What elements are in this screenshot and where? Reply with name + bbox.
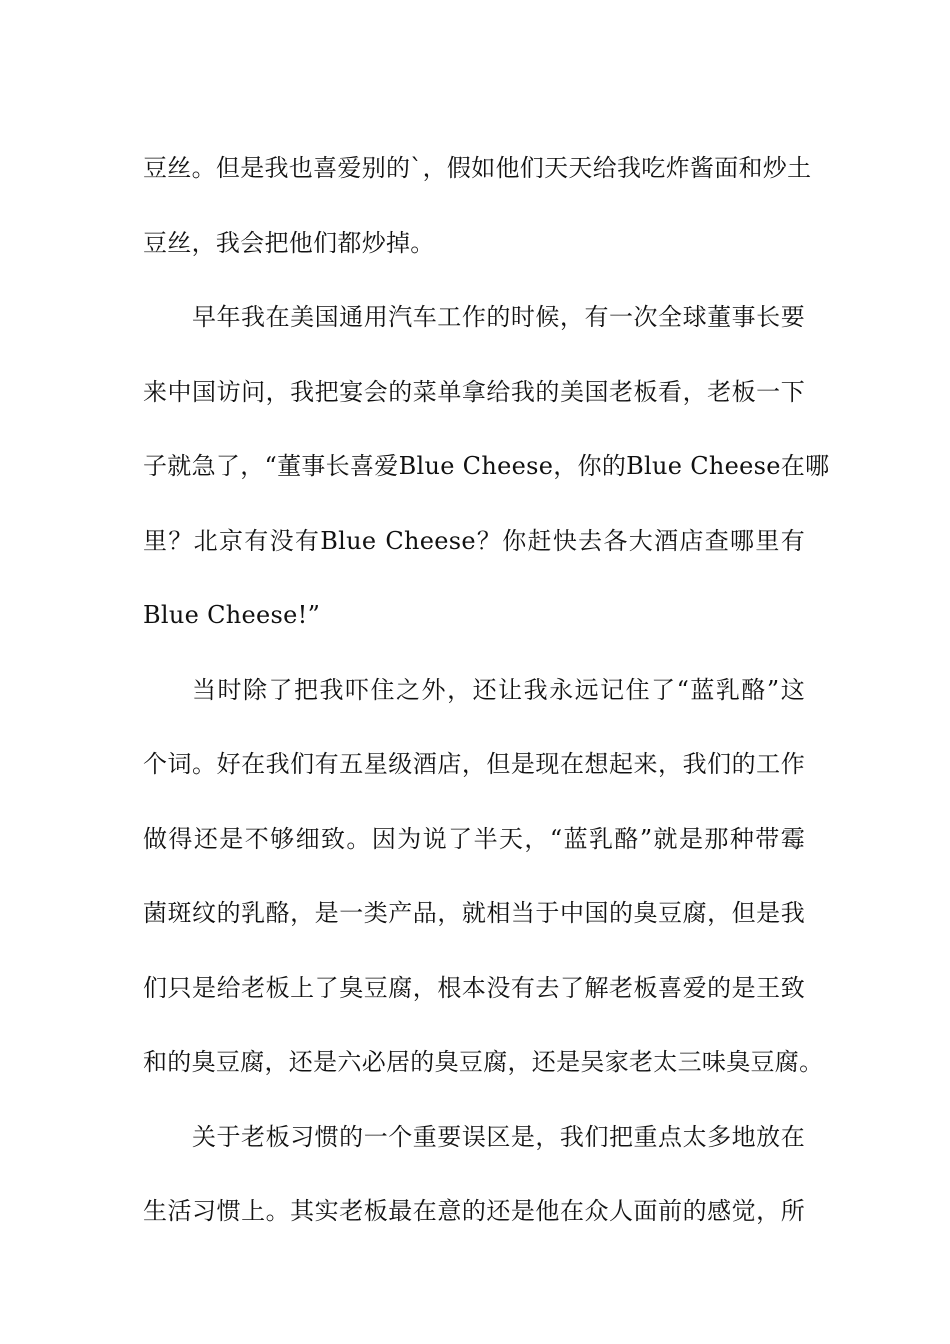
text-line: 做得还是不够细致。因为说了半天，“蓝乳酪”就是那种带霉 <box>143 824 805 853</box>
text-line: 里？北京有没有Blue Cheese？你赶快去各大酒店查哪里有 <box>143 526 805 555</box>
text-line: 豆丝。但是我也喜爱别的`，假如他们天天给我吃炸酱面和炒土 <box>143 154 812 182</box>
text-line: 豆丝，我会把他们都炒掉。 <box>143 228 435 257</box>
text-line: Blue Cheese!” <box>143 601 321 629</box>
text-line: 和的臭豆腐，还是六必居的臭豆腐，还是吴家老太三味臭豆腐。 <box>143 1048 824 1076</box>
text-line: 们只是给老板上了臭豆腐，根本没有去了解老板喜爱的是王致 <box>143 973 805 1002</box>
text-line: 关于老板习惯的一个重要误区是，我们把重点太多地放在 <box>192 1122 805 1151</box>
document-body <box>143 131 830 1249</box>
text-line: 来中国访问，我把宴会的菜单拿给我的美国老板看，老板一下 <box>143 377 805 406</box>
text-line: 菌斑纹的乳酪，是一类产品，就相当于中国的臭豆腐，但是我 <box>143 899 805 927</box>
text-line: 个词。好在我们有五星级酒店，但是现在想起来，我们的工作 <box>143 750 805 778</box>
text-line: 子就急了，“董事长喜爱Blue Cheese，你的Blue Cheese在哪 <box>143 452 830 480</box>
text-line: 生活习惯上。其实老板最在意的还是他在众人面前的感觉，所 <box>143 1197 805 1225</box>
text-line: 当时除了把我吓住之外，还让我永远记住了“蓝乳酪”这 <box>192 675 805 704</box>
text-line: 早年我在美国通用汽车工作的时候，有一次全球董事长要 <box>192 303 805 331</box>
